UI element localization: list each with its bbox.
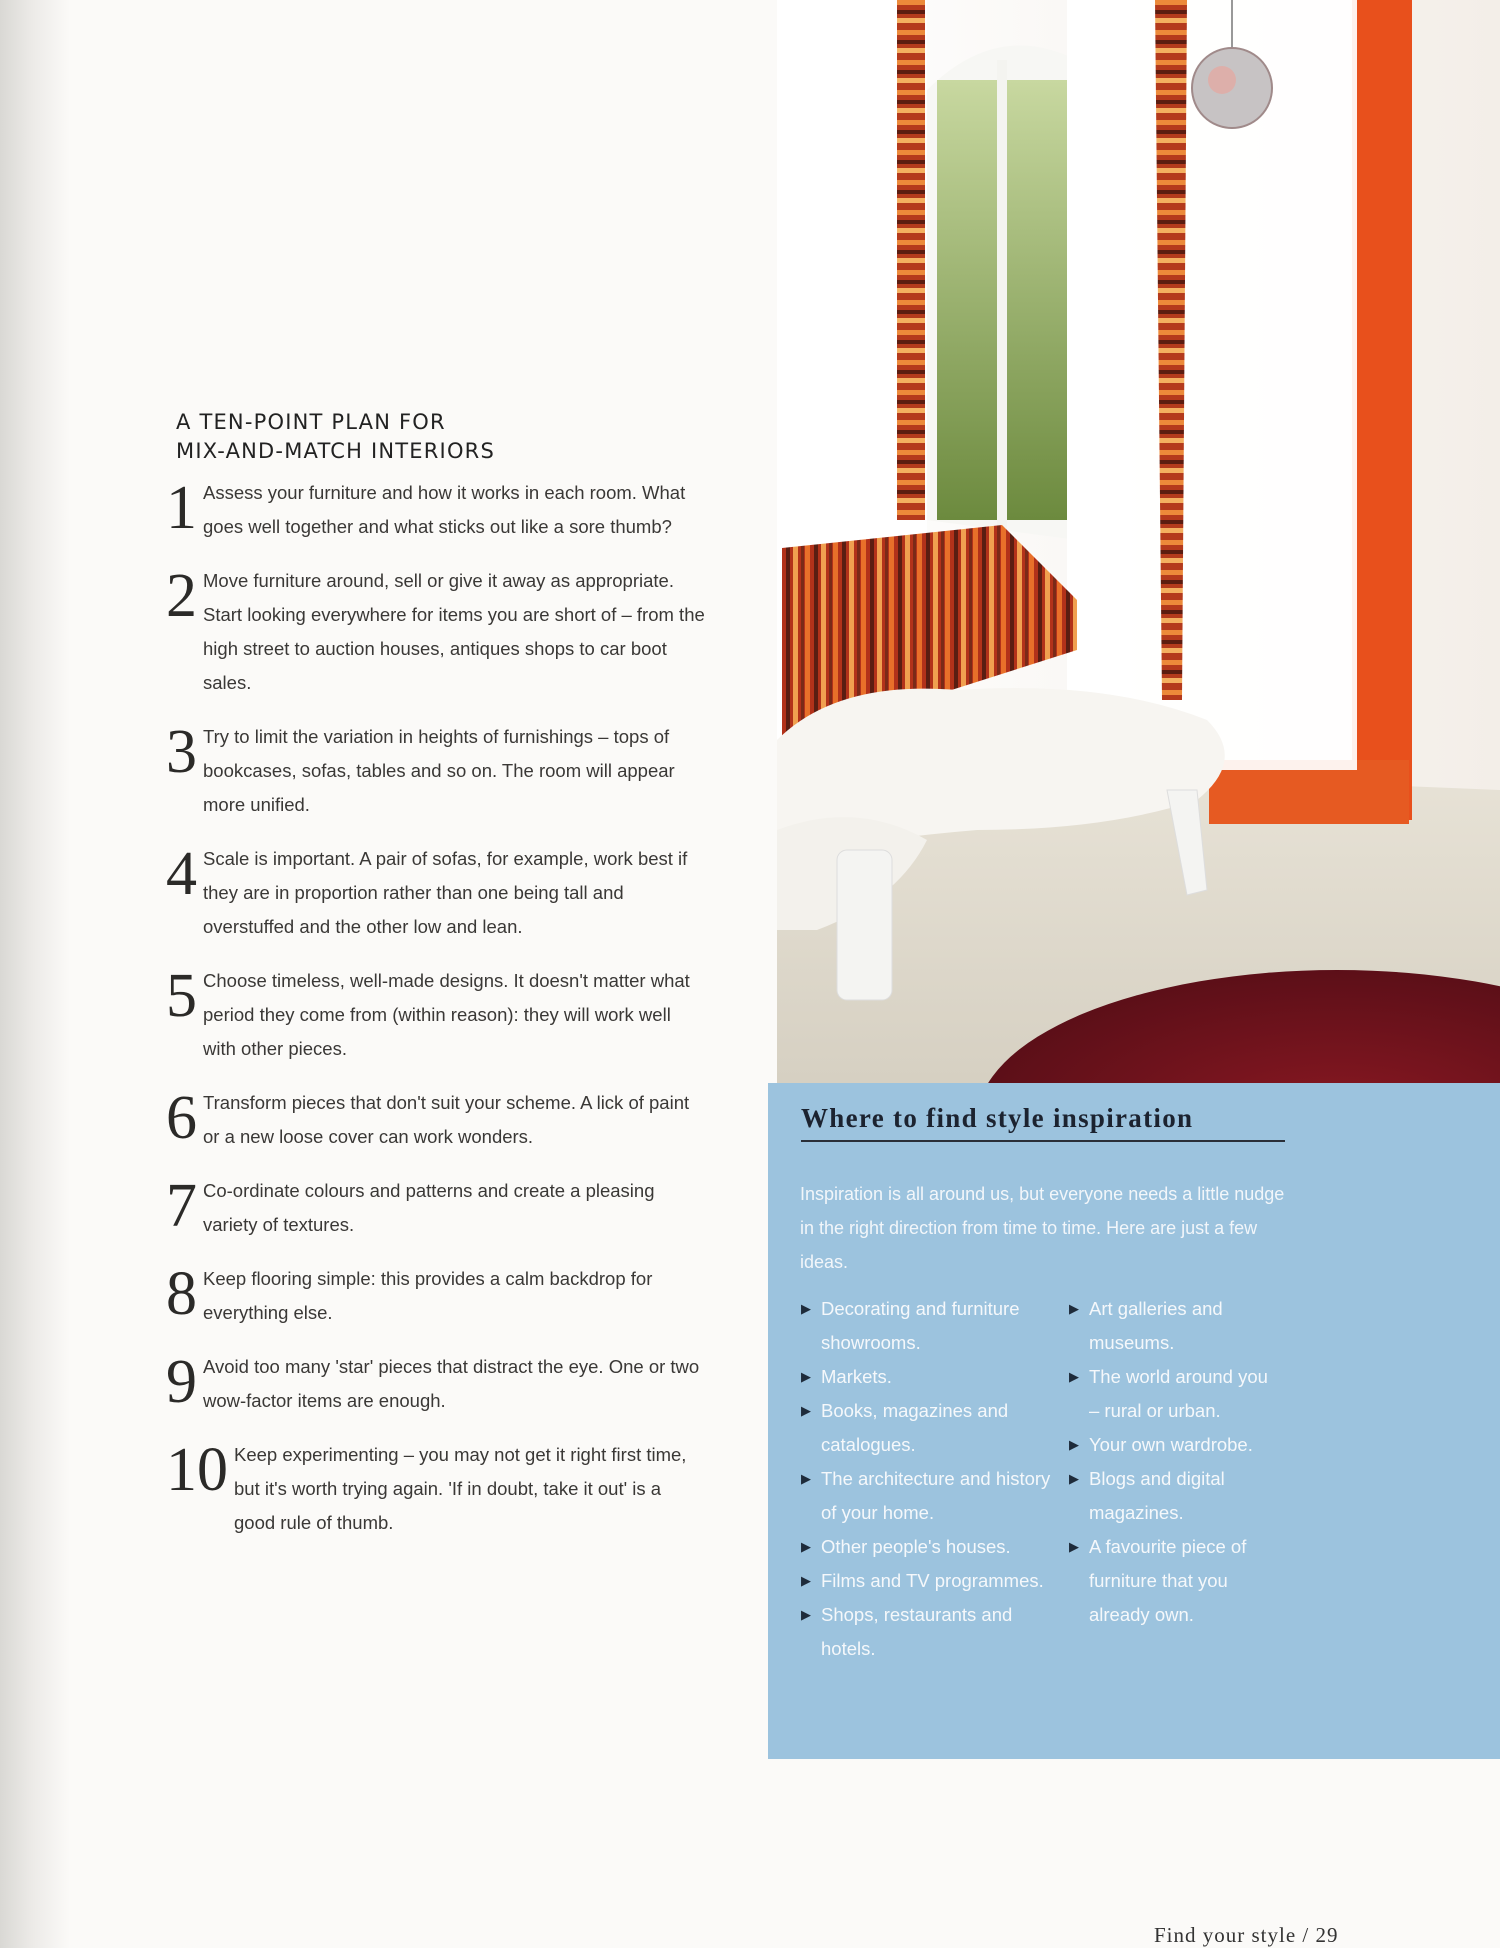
point-number: 7 (166, 1172, 197, 1240)
point-text: Co-ordinate colours and patterns and create a pleasing variety of textures. (203, 1180, 655, 1235)
list-item (801, 1598, 1069, 1666)
list-item-text: Your own wardrobe. (1089, 1434, 1253, 1455)
triangle-bullet-icon: ▶ (1069, 1301, 1079, 1316)
plan-title-line-1: A TEN-POINT PLAN FOR (176, 410, 446, 434)
triangle-bullet-icon: ▶ (1069, 1369, 1079, 1384)
ten-point-plan (166, 408, 706, 1560)
plan-point-6 (166, 1086, 706, 1154)
list-item (1069, 1428, 1281, 1462)
list-item (1069, 1530, 1281, 1632)
point-number: 3 (166, 718, 197, 786)
point-text: Assess your furniture and how it works in each room. What goes well together and what sticks out like a sore thumb? (203, 482, 686, 537)
list-item (801, 1462, 1069, 1530)
point-text: Try to limit the variation in heights of furnishings – tops of bookcases, sofas, tables and so on. The room will appear more unified. (203, 726, 675, 815)
point-text: Keep flooring simple: this provides a calm backdrop for everything else. (203, 1268, 653, 1323)
plan-point-4 (166, 842, 706, 944)
list-item (801, 1394, 1069, 1462)
point-text: Choose timeless, well-made designs. It doesn't matter what period they come from (within reason): they will work well with other pieces. (203, 970, 690, 1059)
triangle-bullet-icon: ▶ (801, 1573, 811, 1588)
point-number: 2 (166, 562, 197, 630)
triangle-bullet-icon: ▶ (1069, 1437, 1079, 1452)
inspiration-list-right (1069, 1292, 1281, 1666)
list-item-text: Books, magazines and catalogues. (821, 1400, 1009, 1455)
page-footer: Find your style / 29 (1154, 1923, 1339, 1947)
plan-point-7 (166, 1174, 706, 1242)
list-item (801, 1530, 1069, 1564)
point-number: 10 (166, 1436, 228, 1504)
list-item (1069, 1462, 1281, 1530)
list-item-text: The architecture and history of your home. (821, 1468, 1051, 1523)
plan-title-line-2: MIX-AND-MATCH INTERIORS (176, 439, 496, 463)
triangle-bullet-icon: ▶ (801, 1301, 811, 1316)
point-number: 5 (166, 962, 197, 1030)
triangle-bullet-icon: ▶ (801, 1369, 811, 1384)
triangle-bullet-icon: ▶ (801, 1539, 811, 1554)
plan-point-8 (166, 1262, 706, 1330)
page-gutter-shadow (0, 0, 70, 1948)
list-item-text: Decorating and furniture showrooms. (821, 1298, 1020, 1353)
plan-point-1 (166, 476, 706, 544)
inspiration-title: Where to find style inspiration (801, 1103, 1285, 1142)
list-item-text: Shops, restaurants and hotels. (821, 1604, 1013, 1659)
point-text: Keep experimenting – you may not get it right first time, but it's worth trying again. 'If in doubt, take it out' is a good rule of thumb. (234, 1444, 687, 1533)
list-item-text: A favourite piece of furniture that you already own. (1089, 1536, 1247, 1625)
inspiration-lists (801, 1292, 1281, 1666)
point-number: 9 (166, 1348, 197, 1416)
plan-title (176, 408, 706, 466)
inspiration-intro: Inspiration is all around us, but everyone needs a little nudge in the right direction from time to time. Here are just a few ideas. (800, 1184, 1285, 1272)
list-item (1069, 1360, 1281, 1428)
inspiration-list-left (801, 1292, 1069, 1666)
list-item-text: Art galleries and museums. (1089, 1298, 1223, 1353)
list-item (801, 1564, 1069, 1598)
list-item-text: Blogs and digital magazines. (1089, 1468, 1225, 1523)
triangle-bullet-icon: ▶ (801, 1471, 811, 1486)
plan-point-3 (166, 720, 706, 822)
plan-point-10 (166, 1438, 706, 1540)
list-item (1069, 1292, 1281, 1360)
point-text: Move furniture around, sell or give it away as appropriate. Start looking everywhere for items you are short of – from the high street to auction houses, antiques shops to car boot sales. (203, 570, 705, 693)
point-number: 6 (166, 1084, 197, 1152)
point-text: Scale is important. A pair of sofas, for example, work best if they are in proportion rather than one being tall and overstuffed and the other low and lean. (203, 848, 688, 937)
point-number: 8 (166, 1260, 197, 1328)
triangle-bullet-icon: ▶ (801, 1403, 811, 1418)
list-item-text: Films and TV programmes. (821, 1570, 1044, 1591)
point-number: 4 (166, 840, 197, 908)
triangle-bullet-icon: ▶ (1069, 1471, 1079, 1486)
point-text: Transform pieces that don't suit your scheme. A lick of paint or a new loose cover can work wonders. (203, 1092, 690, 1147)
list-item (801, 1360, 1069, 1394)
style-inspiration-box (768, 1083, 1500, 1759)
plan-point-9 (166, 1350, 706, 1418)
point-text: Avoid too many 'star' pieces that distract the eye. One or two wow-factor items are enough. (203, 1356, 700, 1411)
plan-point-2 (166, 564, 706, 700)
list-item-text: Other people's houses. (821, 1536, 1011, 1557)
point-number: 1 (166, 474, 197, 542)
triangle-bullet-icon: ▶ (1069, 1539, 1079, 1554)
list-item (801, 1292, 1069, 1360)
room-photo (777, 0, 1500, 1083)
triangle-bullet-icon: ▶ (801, 1607, 811, 1622)
list-item-text: Markets. (821, 1366, 892, 1387)
list-item-text: The world around you – rural or urban. (1089, 1366, 1268, 1421)
plan-point-5 (166, 964, 706, 1066)
